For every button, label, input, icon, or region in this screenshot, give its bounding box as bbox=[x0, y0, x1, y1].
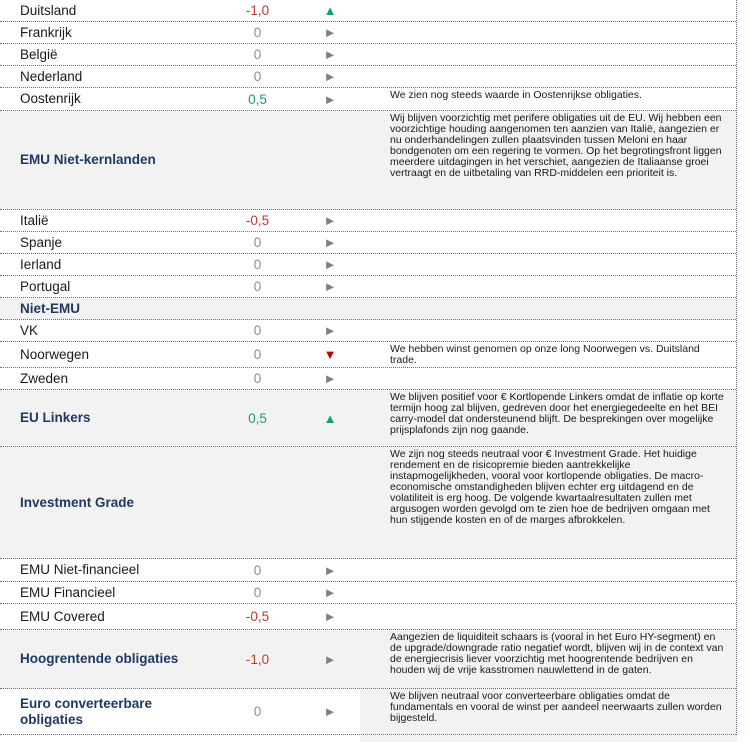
trend-right-icon: ► bbox=[323, 651, 337, 667]
comment-text bbox=[360, 254, 736, 275]
table-row bbox=[0, 559, 736, 582]
row-label: Italië bbox=[20, 212, 49, 228]
trend-right-icon: ► bbox=[323, 371, 337, 386]
comment-text: We zien nog steeds waarde in Oostenrijkse obligaties. bbox=[390, 89, 642, 101]
table-row bbox=[0, 66, 736, 88]
table-row bbox=[0, 582, 736, 604]
table-row bbox=[0, 276, 736, 298]
rating-value: 0 bbox=[253, 704, 262, 719]
table-row bbox=[0, 22, 736, 44]
row-label: VK bbox=[20, 322, 39, 338]
comment-text bbox=[360, 0, 736, 21]
row-label: Spanje bbox=[20, 234, 63, 250]
trend-right-icon: ► bbox=[323, 323, 337, 338]
rating-value: 0 bbox=[253, 371, 262, 386]
comment-text bbox=[360, 582, 736, 603]
comment-text bbox=[360, 66, 736, 87]
rating-value: -1,0 bbox=[245, 651, 270, 667]
row-label: Noorwegen bbox=[20, 346, 90, 362]
trend-right-icon: ► bbox=[323, 213, 337, 228]
table-row bbox=[0, 342, 736, 368]
trend-right-icon: ► bbox=[323, 47, 337, 62]
table-row bbox=[0, 88, 736, 111]
rating-value: 0 bbox=[253, 279, 262, 294]
table-row bbox=[0, 210, 736, 232]
comment-text bbox=[360, 298, 736, 319]
table-row bbox=[0, 0, 736, 22]
row-label: Oostenrijk bbox=[20, 91, 81, 107]
trend-up-icon: ▲ bbox=[323, 3, 337, 18]
table-row bbox=[0, 368, 736, 390]
comment-text: We zijn nog steeds neutraal voor € Investment Grade. Het huidige rendement en de risicopremie bieden aantrekkelijke instapmogelijkheden, vooral voor kortlopende obligaties. De macro-economische omstandigheden blijven echter erg uitdagend en de volatiliteit is erg hoog. De volgende kwartaalresultaten zullen met argusogen worden gevolgd om te zien hoe de bedrijven omgaan met hun stijgende kosten en of de marges afbrokkelen. bbox=[390, 448, 710, 526]
comment-text bbox=[360, 559, 736, 581]
trend-up-icon: ▲ bbox=[323, 410, 337, 426]
rating-value: 0 bbox=[253, 323, 262, 338]
rating-value: -0,5 bbox=[245, 609, 270, 624]
comment-text: Aangezien de liquiditeit schaars is (vooral in het Euro HY-segment) en de upgrade/downgrade ratio negatief wordt, blijven wij in de context van de energiecrisis liever voorzichtig met hoogrentende bedrijven en houden wij de vrije kasstromen nauwlettend in de gaten. bbox=[390, 631, 724, 676]
row-label: Nederland bbox=[20, 68, 83, 84]
rating-value: -0,5 bbox=[245, 213, 270, 228]
comment-text: Wij blijven voorzichtig met perifere obligaties uit de EU. Wij hebben een voorzichtige houding aangenomen ten aanzien van Italië, aangezien er nu onderhandelingen zullen plaatsvinden tussen Meloni en haar bondgenoten om een regering te vormen. Op het begrotingsfront liggen meerdere uitdagingen in het verschiet, aangezien de Italiaanse groei vertraagt en de uitbetaling van RRD-middelen een prioriteit is. bbox=[390, 112, 722, 179]
comment-text: We blijven positief voor € Kortlopende Linkers omdat de inflatie op korte termijn hoog zal blijven, gedreven door het energiegedeelte en het BEI carry-model dat ondersteunend blijft. De besprekingen over mogelijke prijsplafonds zijn nog gaande. bbox=[390, 391, 724, 436]
row-label: Ierland bbox=[20, 256, 62, 272]
table-row bbox=[0, 232, 736, 254]
partial-band-left bbox=[0, 735, 360, 742]
rating-value: 0 bbox=[253, 585, 262, 600]
rating-value: 0 bbox=[253, 235, 262, 250]
section-row bbox=[0, 298, 736, 320]
row-label: België bbox=[20, 46, 58, 62]
comment-text bbox=[360, 368, 736, 389]
row-label: Duitsland bbox=[20, 2, 77, 18]
section-row bbox=[0, 689, 736, 735]
comment-text bbox=[360, 44, 736, 65]
section-row bbox=[0, 390, 736, 447]
section-label: EMU Niet-kernlanden bbox=[20, 152, 156, 168]
section-label: Niet-EMU bbox=[20, 300, 80, 316]
row-label: EMU Financieel bbox=[20, 584, 116, 600]
section-label: Euro converteerbare obligaties bbox=[20, 695, 153, 727]
table-row bbox=[0, 44, 736, 66]
comment-text: We blijven neutraal voor converteerbare obligaties omdat de fundamentals en vooral de winst per aandeel neerwaarts zullen worden bijgesteld. bbox=[360, 689, 736, 734]
trend-right-icon: ► bbox=[323, 25, 337, 40]
trend-right-icon: ► bbox=[323, 69, 337, 84]
rating-value: 0 bbox=[253, 69, 262, 84]
rating-value: 0 bbox=[253, 25, 262, 40]
trend-right-icon: ► bbox=[323, 279, 337, 294]
rating-value: 0 bbox=[253, 47, 262, 62]
comment-text bbox=[360, 22, 736, 43]
table-row bbox=[0, 320, 736, 342]
comment-text bbox=[360, 232, 736, 253]
section-row bbox=[0, 630, 736, 689]
comment-text: We hebben winst genomen op onze long Noorwegen vs. Duitsland trade. bbox=[390, 343, 700, 366]
section-label: Investment Grade bbox=[20, 494, 135, 510]
row-label: EMU Covered bbox=[20, 608, 105, 624]
row-label: EMU Niet-financieel bbox=[20, 562, 140, 578]
trend-right-icon: ► bbox=[323, 609, 337, 624]
rating-value: 0 bbox=[253, 562, 262, 578]
rating-value: 0,5 bbox=[248, 91, 267, 107]
trend-right-icon: ► bbox=[323, 257, 337, 272]
section-row bbox=[0, 447, 736, 559]
trend-right-icon: ► bbox=[323, 704, 337, 719]
trend-right-icon: ► bbox=[323, 585, 337, 600]
table-row bbox=[0, 604, 736, 630]
comment-text bbox=[360, 210, 736, 231]
table-row bbox=[0, 254, 736, 276]
rating-value: 0 bbox=[253, 257, 262, 272]
trend-down-icon: ▼ bbox=[323, 347, 337, 362]
section-label: Hoogrentende obligaties bbox=[20, 651, 179, 667]
comment-text bbox=[360, 320, 736, 341]
section-label: EU Linkers bbox=[20, 410, 91, 426]
trend-right-icon: ► bbox=[323, 562, 337, 578]
partial-band-right bbox=[360, 735, 737, 742]
rating-value: 0 bbox=[253, 347, 262, 362]
row-label: Frankrijk bbox=[20, 24, 72, 40]
rating-value: -1,0 bbox=[245, 3, 270, 18]
rating-value: 0,5 bbox=[248, 410, 267, 426]
next-section-partial-band bbox=[0, 735, 737, 742]
trend-right-icon: ► bbox=[323, 91, 337, 107]
trend-right-icon: ► bbox=[323, 235, 337, 250]
row-label: Zweden bbox=[20, 370, 69, 386]
comment-text bbox=[360, 276, 736, 297]
comment-text bbox=[360, 604, 736, 629]
row-label: Portugal bbox=[20, 278, 71, 294]
section-row bbox=[0, 111, 736, 210]
